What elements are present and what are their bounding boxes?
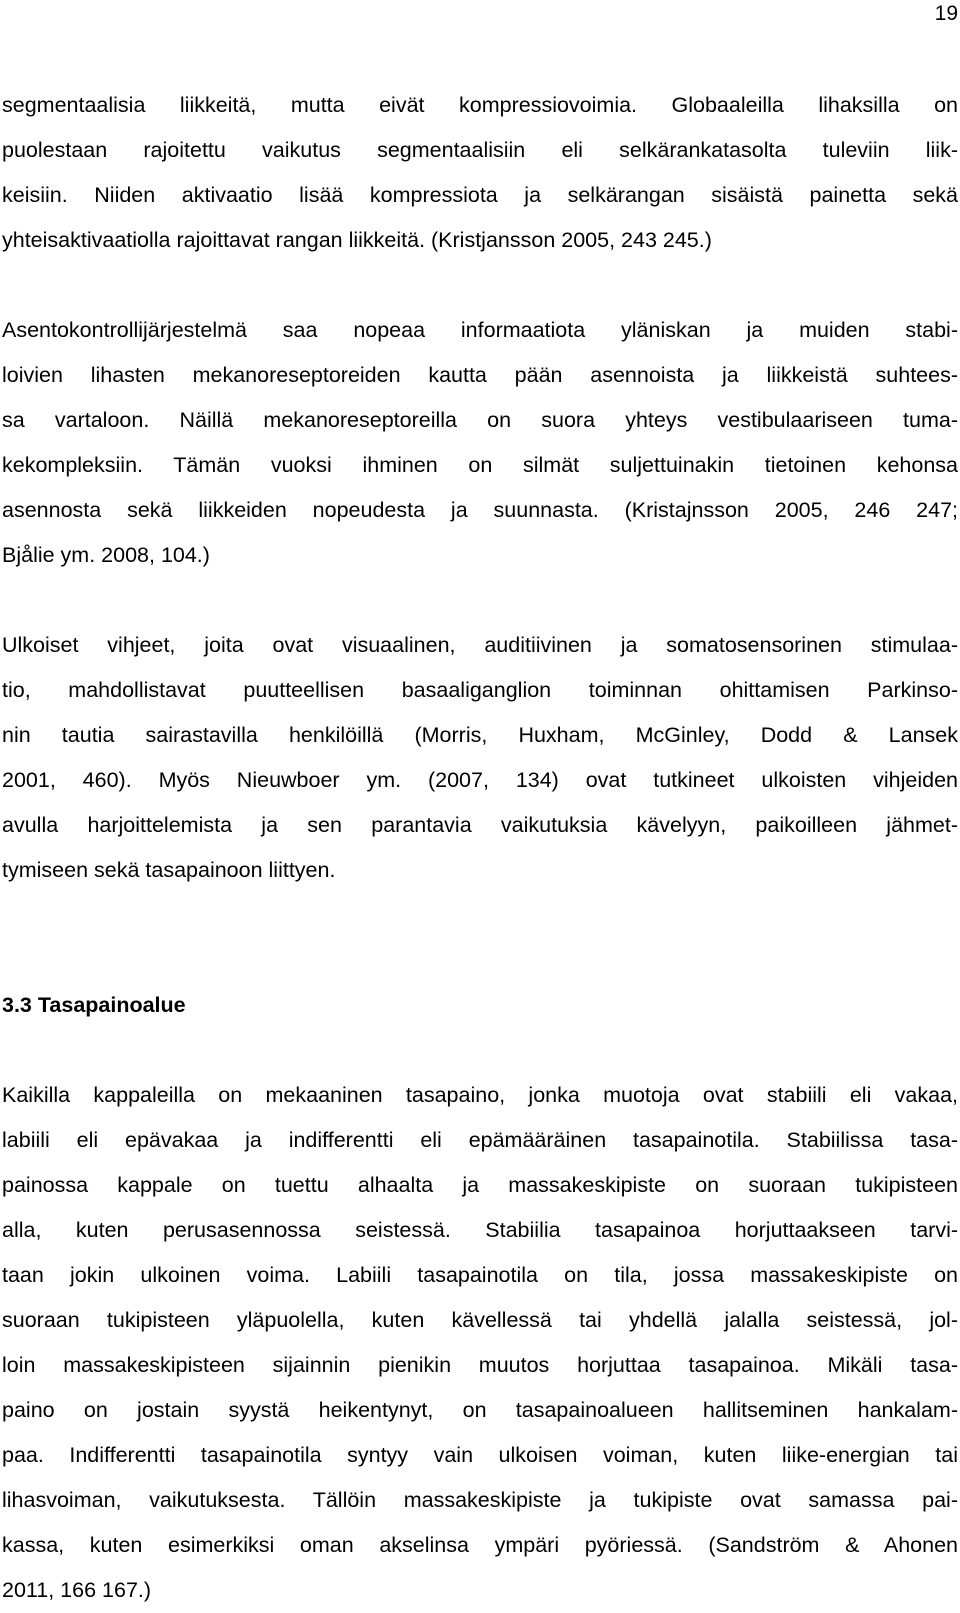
paragraph-1	[2, 83, 958, 263]
text-line: avulla harjoittelemista ja sen parantavia vaikutuksia kävelyyn, paikoilleen jähmet-	[2, 813, 958, 837]
text-line: paa. Indifferentti tasapainotila syntyy vain ulkoisen voiman, kuten liike-energian tai	[2, 1443, 958, 1467]
text-line: tymiseen sekä tasapainoon liittyen.	[2, 858, 336, 882]
text-line: painossa kappale on tuettu alhaalta ja massakeskipiste on suoraan tukipisteen	[2, 1173, 958, 1197]
paragraph-3	[2, 623, 958, 893]
text-line: kekompleksiin. Tämän vuoksi ihminen on silmät suljettuinakin tietoinen kehonsa	[2, 453, 958, 477]
section-heading: 3.3 Tasapainoalue	[2, 993, 186, 1017]
text-line: tio, mahdollistavat puutteellisen basaaliganglion toiminnan ohittamisen Parkinso-	[2, 678, 958, 702]
text-line: nin tautia sairastavilla henkilöillä (Morris, Huxham, McGinley, Dodd & Lansek	[2, 723, 958, 747]
document-body	[2, 83, 958, 1613]
text-line: yhteisaktivaatiolla rajoittavat rangan liikkeitä. (Kristjansson 2005, 243 245.)	[2, 228, 712, 252]
text-line: taan jokin ulkoinen voima. Labiili tasapainotila on tila, jossa massakeskipiste on	[2, 1263, 958, 1287]
text-line: Kaikilla kappaleilla on mekaaninen tasapaino, jonka muotoja ovat stabiili eli vakaa,	[2, 1083, 958, 1107]
page-number: 19	[934, 2, 958, 25]
text-line: suoraan tukipisteen yläpuolella, kuten kävellessä tai yhdellä jalalla seistessä, jol-	[2, 1308, 958, 1332]
text-line: asennosta sekä liikkeiden nopeudesta ja suunnasta. (Kristajnsson 2005, 246 247;	[2, 498, 958, 522]
text-line: lihasvoiman, vaikutuksesta. Tällöin massakeskipiste ja tukipiste ovat samassa pai-	[2, 1488, 958, 1512]
text-line: sa vartaloon. Näillä mekanoreseptoreilla on suora yhteys vestibulaariseen tuma-	[2, 408, 958, 432]
text-line: loivien lihasten mekanoreseptoreiden kautta pään asennoista ja liikkeistä suhtees-	[2, 363, 958, 387]
paragraph-2	[2, 308, 958, 578]
text-line: keisiin. Niiden aktivaatio lisää kompressiota ja selkärangan sisäistä painetta sekä	[2, 183, 958, 207]
text-line: segmentaalisia liikkeitä, mutta eivät kompressiovoimia. Globaaleilla lihaksilla on	[2, 93, 958, 117]
text-line: alla, kuten perusasennossa seistessä. Stabiilia tasapainoa horjuttaakseen tarvi-	[2, 1218, 958, 1242]
paragraph-4	[2, 1073, 958, 1613]
text-line: Bjålie ym. 2008, 104.)	[2, 543, 210, 567]
text-line: puolestaan rajoitettu vaikutus segmentaalisiin eli selkärankatasolta tuleviin liik-	[2, 138, 958, 162]
text-line: Asentokontrollijärjestelmä saa nopeaa informaatiota yläniskan ja muiden stabi-	[2, 318, 958, 342]
text-line: 2011, 166 167.)	[2, 1578, 152, 1602]
text-line: Ulkoiset vihjeet, joita ovat visuaalinen, auditiivinen ja somatosensorinen stimulaa-	[2, 633, 958, 657]
text-line: 2001, 460). Myös Nieuwboer ym. (2007, 134) ovat tutkineet ulkoisten vihjeiden	[2, 768, 958, 792]
text-line: paino on jostain syystä heikentynyt, on tasapainoalueen hallitseminen hankalam-	[2, 1398, 958, 1422]
text-line: labiili eli epävakaa ja indifferentti eli epämääräinen tasapainotila. Stabiilissa tasa-	[2, 1128, 958, 1152]
text-line: kassa, kuten esimerkiksi oman akselinsa ympäri pyöriessä. (Sandström & Ahonen	[2, 1533, 958, 1557]
text-line: loin massakeskipisteen sijainnin pienikin muutos horjuttaa tasapainoa. Mikäli tasa-	[2, 1353, 958, 1377]
